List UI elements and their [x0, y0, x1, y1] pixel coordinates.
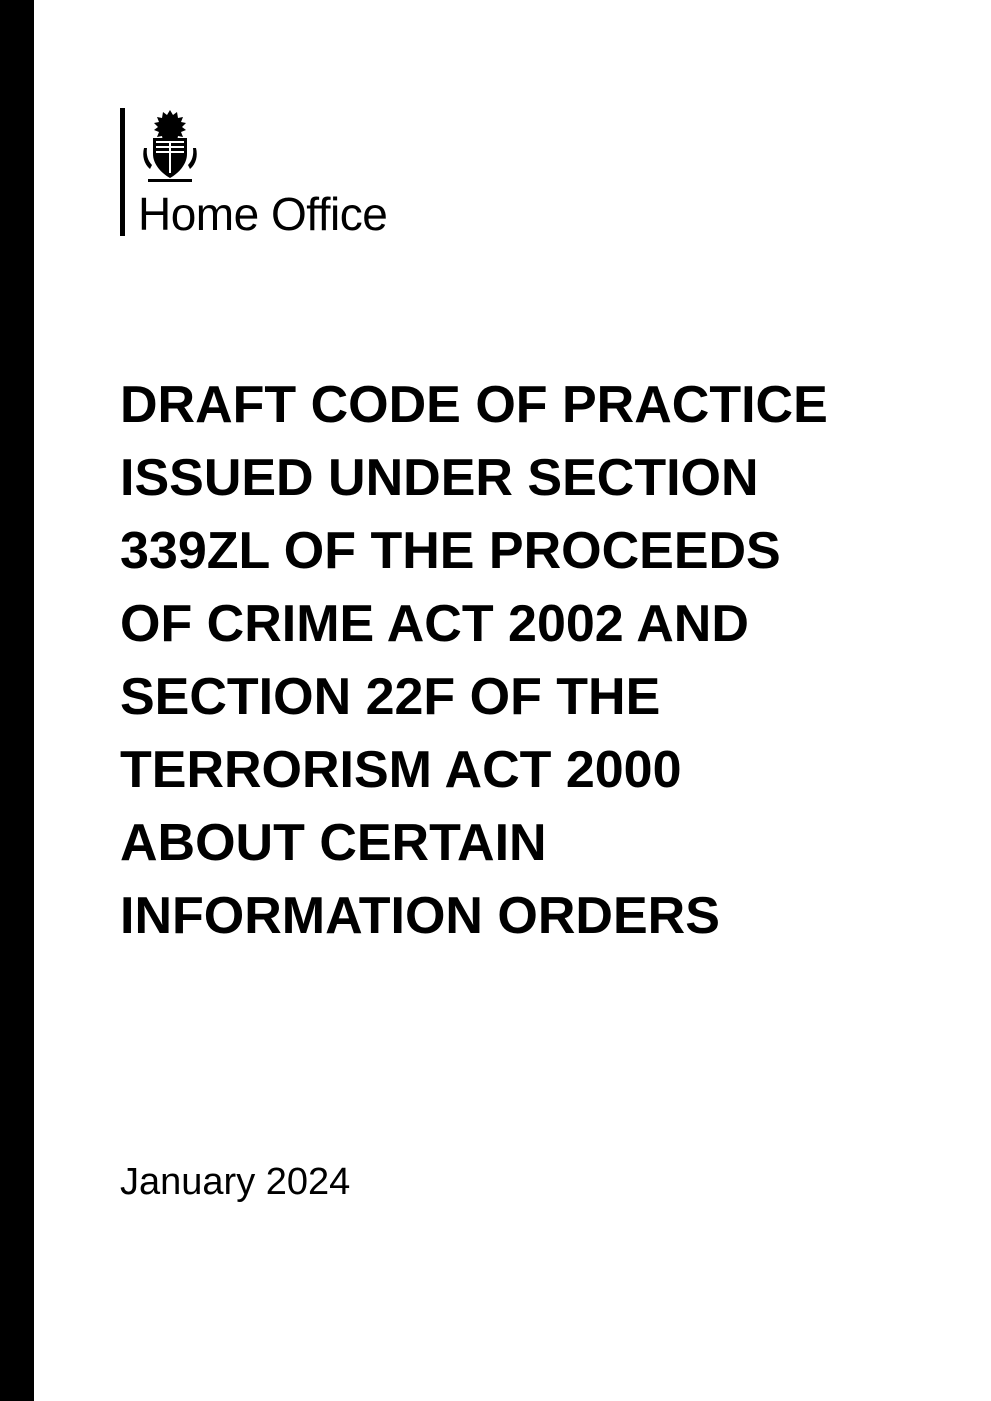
home-office-wordmark: Home Office	[138, 188, 388, 240]
page-left-margin-band	[0, 0, 34, 1401]
logo-vertical-rule	[120, 108, 125, 236]
publication-date: January 2024	[120, 1161, 351, 1203]
page-title: DRAFT CODE OF PRACTICE ISSUED UNDER SECTION 339ZL OF THE PROCEEDS OF CRIME ACT 2002 AND SECTION 22F OF THE TERRORISM ACT 2000 ABOUT CERTAIN INFORMATION ORDERS	[120, 375, 828, 945]
royal-crest-icon	[140, 108, 200, 186]
page-content	[120, 0, 880, 1401]
home-office-logo	[120, 108, 540, 248]
